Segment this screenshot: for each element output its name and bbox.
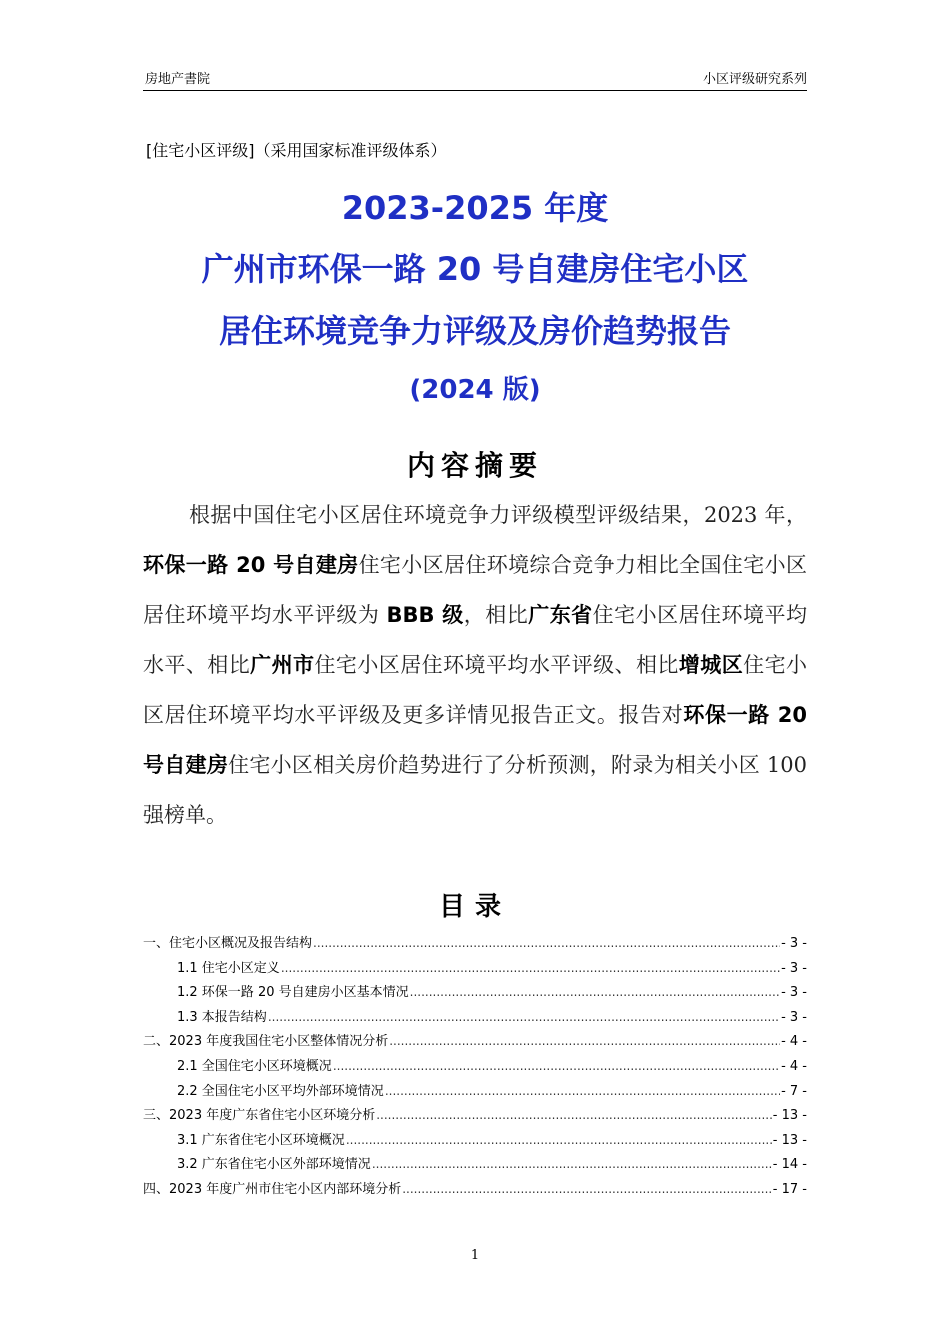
toc-entry-page: - 3 -: [781, 936, 807, 951]
toc-leader: [389, 1034, 780, 1048]
toc-entry-page: - 17 -: [772, 1181, 807, 1197]
abstract-bold: 增城区: [678, 653, 744, 677]
title-line-3: 居住环境竞争力评级及房价趋势报告: [218, 312, 731, 350]
toc-entry-page: - 4 -: [781, 1058, 807, 1074]
toc-entry[interactable]: [143, 1030, 807, 1055]
report-category-tag: [住宅小区评级]（采用国家标准评级体系）: [146, 141, 447, 160]
abstract-text: 住宅小区居住环境综合竞争力相比全国住宅小区居住环境平均水平评级为: [143, 553, 807, 627]
abstract-text: 住宅小区相关房价趋势进行了分析预测，附录为相关小区 100 强榜单。: [143, 753, 808, 827]
abstract-text: 住宅小区居住环境平均水平评级及更多详情见报告正文。报告对: [143, 653, 808, 727]
toc-entry[interactable]: [143, 957, 807, 982]
abstract-paragraph: [143, 490, 807, 840]
toc-entry-page: - 7 -: [781, 1083, 807, 1099]
toc-entry[interactable]: [143, 1104, 807, 1129]
table-of-contents: [143, 932, 807, 1203]
toc-entry-label: 3.1 广东省住宅小区环境概况: [177, 1132, 345, 1148]
toc-entry-page: - 3 -: [781, 1009, 807, 1025]
abstract-text: 根据中国住宅小区居住环境竞争力评级模型评级结果，2023 年，: [189, 503, 807, 527]
toc-heading: 目录: [438, 892, 511, 922]
toc-entry-page: - 3 -: [781, 960, 807, 976]
abstract-text: ，相比: [463, 603, 529, 627]
abstract-bold: 广州市: [250, 653, 315, 677]
toc-leader: [372, 1157, 772, 1171]
toc-entry-label: 三、2023 年度广东省住宅小区环境分析: [143, 1108, 376, 1124]
abstract-bold: 广东省: [528, 603, 593, 627]
toc-entry-label: 一、住宅小区概况及报告结构: [143, 936, 313, 951]
abstract-bold: BBB 级: [386, 603, 464, 627]
toc-leader: [268, 1010, 780, 1024]
toc-entry-page: - 13 -: [772, 1132, 807, 1148]
toc-entry-label: 二、2023 年度我国住宅小区整体情况分析: [143, 1034, 389, 1050]
toc-entry-label: 3.2 广东省住宅小区外部环境情况: [177, 1157, 371, 1173]
toc-entry-page: - 14 -: [772, 1157, 807, 1173]
page-number: 1: [470, 1248, 480, 1263]
toc-entry[interactable]: [143, 1055, 807, 1080]
toc-entry-label: 2.2 全国住宅小区平均外部环境情况: [177, 1083, 384, 1099]
toc-leader: [313, 936, 780, 950]
toc-entry[interactable]: [143, 1006, 807, 1031]
abstract-bold: 环保一路 20 号自建房: [143, 703, 808, 777]
toc-entry[interactable]: [143, 1178, 807, 1203]
toc-entry-label: 1.1 住宅小区定义: [177, 960, 280, 976]
page-header: [143, 66, 807, 91]
toc-entry-label: 1.2 环保一路 20 号自建房小区基本情况: [177, 985, 409, 1001]
toc-leader: [333, 1059, 780, 1073]
toc-entry-label: 2.1 全国住宅小区环境概况: [177, 1058, 332, 1074]
toc-leader: [385, 1084, 780, 1098]
toc-entry[interactable]: [143, 1080, 807, 1105]
abstract-bold: 环保一路 20 号自建房: [143, 553, 359, 577]
abstract-text: 住宅小区居住环境平均水平评级、相比: [314, 653, 679, 677]
toc-leader: [346, 1133, 772, 1147]
toc-entry[interactable]: [143, 932, 807, 957]
toc-entry[interactable]: [143, 1153, 807, 1178]
toc-entry-page: - 13 -: [772, 1108, 807, 1124]
toc-entry[interactable]: [143, 1129, 807, 1154]
toc-leader: [410, 985, 780, 999]
toc-entry-page: - 4 -: [781, 1034, 807, 1050]
toc-entry-label: 1.3 本报告结构: [177, 1009, 267, 1025]
toc-leader: [376, 1108, 772, 1122]
toc-leader: [402, 1182, 772, 1196]
abstract-heading: 内容摘要: [406, 449, 543, 482]
abstract-text: 住宅小区居住环境平均水平、相比: [143, 603, 808, 677]
header-left-text: 房地产書院: [145, 72, 211, 87]
title-edition: (2024 版): [409, 375, 541, 405]
title-line-2: 广州市环保一路 20 号自建房住宅小区: [201, 250, 749, 288]
title-line-1: 2023-2025 年度: [341, 189, 609, 227]
toc-entry[interactable]: [143, 981, 807, 1006]
toc-leader: [281, 961, 780, 975]
toc-entry-page: - 3 -: [781, 985, 807, 1001]
header-right-text: 小区评级研究系列: [702, 72, 807, 87]
toc-entry-label: 四、2023 年度广州市住宅小区内部环境分析: [143, 1181, 402, 1197]
